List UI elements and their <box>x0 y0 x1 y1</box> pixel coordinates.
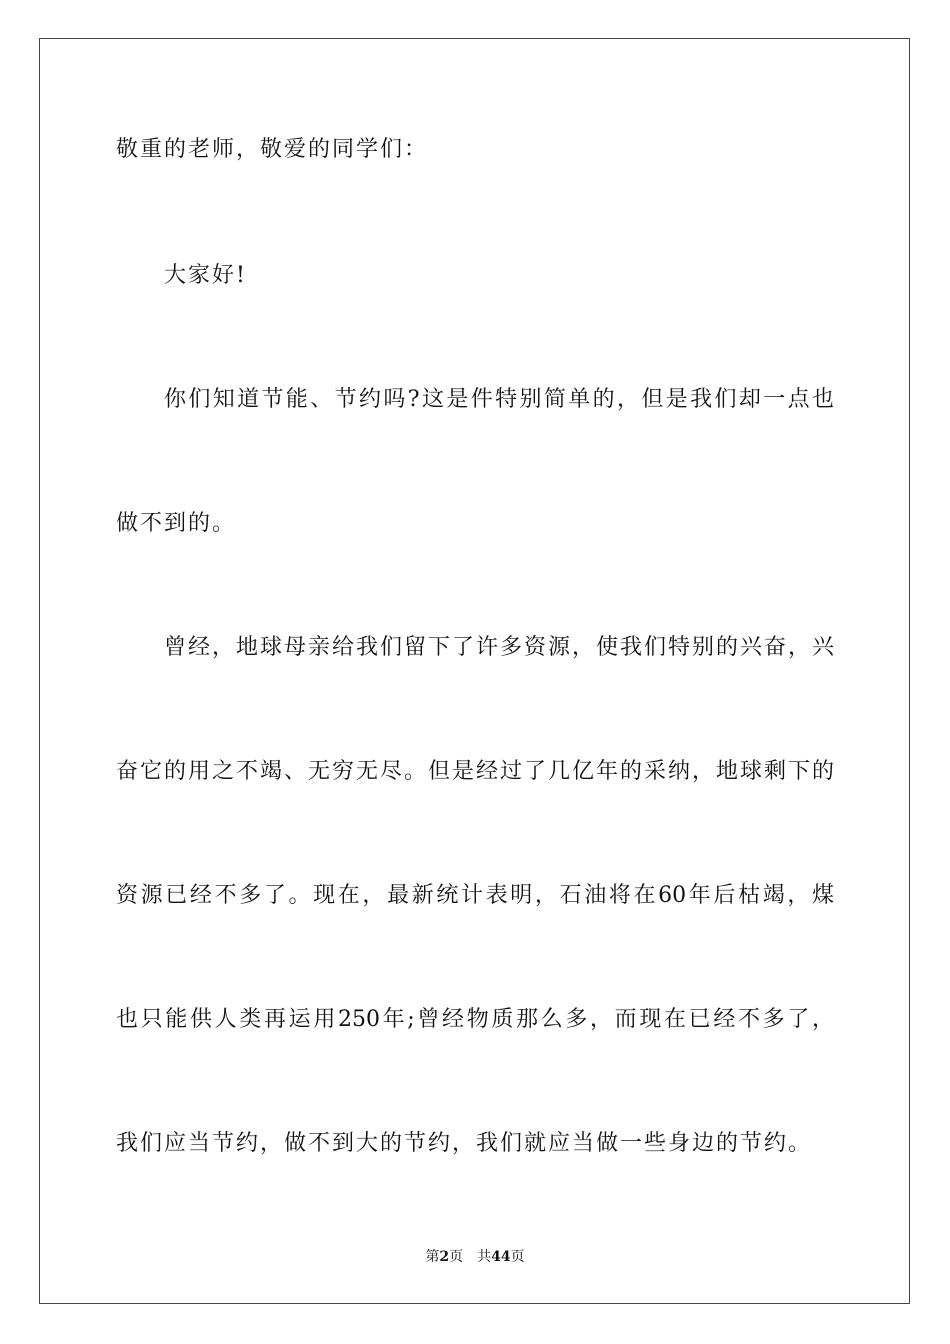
paragraph-2-line-2: 奋它的用之不竭、无穷无尽。但是经过了几亿年的采纳，地球剩下的 <box>116 759 834 784</box>
salutation: 敬重的老师，敬爱的同学们： <box>116 137 429 162</box>
paragraph-2-line-1: 曾经，地球母亲给我们留下了许多资源，使我们特别的兴奋，兴 <box>164 635 834 660</box>
page-current: 2 <box>439 1249 450 1265</box>
paragraph-2-line-5: 我们应当节约，做不到大的节约，我们就应当做一些身边的节约。 <box>116 1131 813 1156</box>
page-border <box>39 38 910 1304</box>
paragraph-1-line-2: 做不到的。 <box>116 511 237 536</box>
page-total: 44 <box>491 1249 511 1265</box>
page-prefix: 第 <box>425 1249 440 1265</box>
total-suffix: 页 <box>510 1249 525 1265</box>
total-prefix: 共 <box>477 1249 492 1265</box>
page-footer <box>0 1248 950 1266</box>
page-suffix: 页 <box>449 1249 464 1265</box>
paragraph-2-line-4: 也只能供人类再运用250年;曾经物质那么多，而现在已经不多了， <box>116 1007 834 1032</box>
paragraph-1-line-1: 你们知道节能、节约吗?这是件特别简单的，但是我们却一点也 <box>164 387 834 412</box>
greeting: 大家好! <box>164 263 247 288</box>
paragraph-2-line-3: 资源已经不多了。现在，最新统计表明，石油将在60年后枯竭，煤 <box>116 883 834 908</box>
